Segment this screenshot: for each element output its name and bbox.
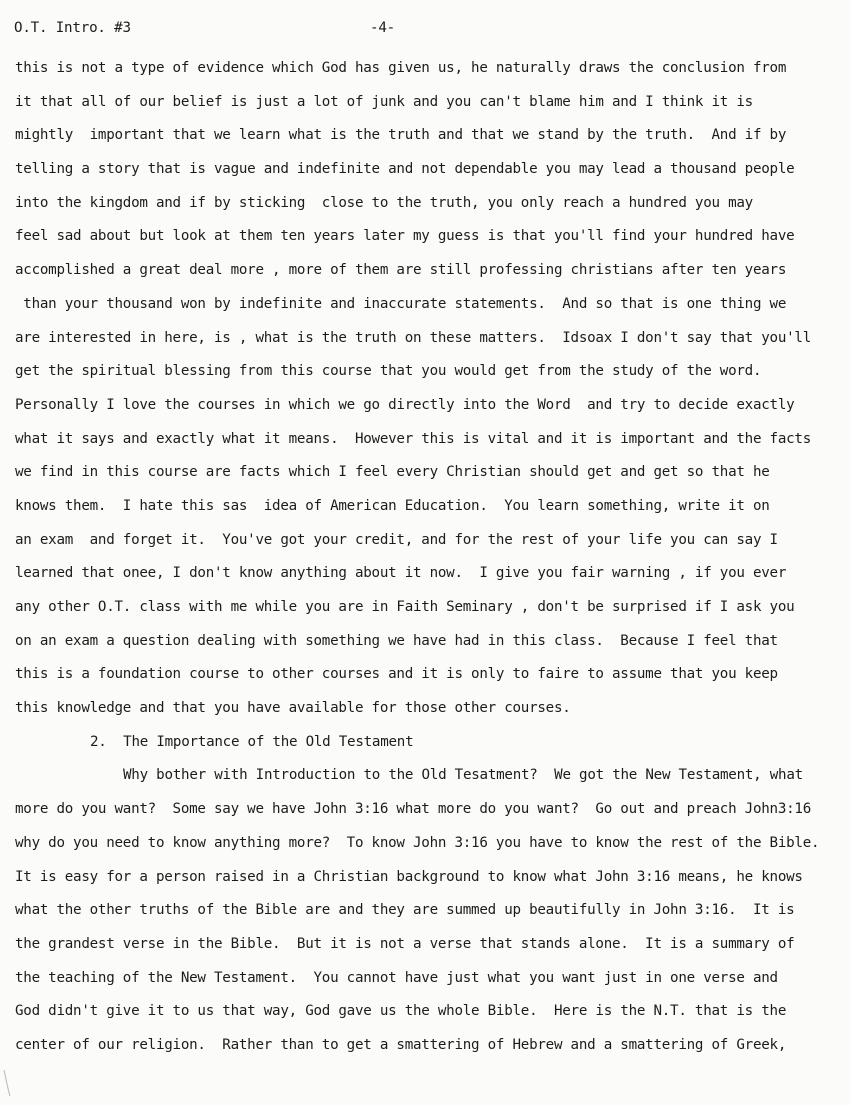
body-line: Personally I love the courses in which we go directly into the Word and try to decide exactly <box>15 396 795 413</box>
section-line: It is easy for a person raised in a Christian background to know what John 3:16 means, he knows <box>15 868 803 885</box>
body-line: feel sad about but look at them ten years later my guess is that you'll find your hundred have <box>15 228 795 245</box>
section-line: more do you want? Some say we have John 3:16 what more do you want? Go out and preach John3:16 <box>15 801 811 818</box>
body-line: it that all of our belief is just a lot of junk and you can't blame him and I think it is <box>15 93 753 110</box>
margin-pencil-mark <box>2 1068 12 1098</box>
section-line: the teaching of the New Testament. You cannot have just what you want just in one verse and <box>15 969 778 986</box>
body-line: knows them. I hate this sas idea of American Education. You learn something, write it on <box>15 497 770 514</box>
section-line: the grandest verse in the Bible. But it is not a verse that stands alone. It is a summary of <box>15 935 795 952</box>
body-line: are interested in here, is , what is the truth on these matters. Idsoax I don't say that you'll <box>15 329 811 346</box>
body-line: mightly important that we learn what is the truth and that we stand by the truth. And if by <box>15 127 787 144</box>
body-line: this knowledge and that you have available for those other courses. <box>15 700 571 717</box>
section-line: Why bother with Introduction to the Old Tesatment? We got the New Testament, what <box>123 767 803 784</box>
document-body <box>15 56 845 1067</box>
body-line: accomplished a great deal more , more of them are still professing christians after ten years <box>15 262 787 279</box>
section-line: center of our religion. Rather than to get a smattering of Hebrew and a smattering of Greek, <box>15 1036 787 1053</box>
body-line: this is a foundation course to other courses and it is only to faire to assume that you keep <box>15 666 778 683</box>
section-line: God didn't give it to us that way, God gave us the whole Bible. Here is the N.T. that is the <box>15 1003 787 1020</box>
section-line: why do you need to know anything more? To know John 3:16 you have to know the rest of the Bible. <box>15 834 820 851</box>
section-heading: 2. The Importance of the Old Testament <box>90 733 414 750</box>
body-line: this is not a type of evidence which God has given us, he naturally draws the conclusion from <box>15 60 787 76</box>
body-line: than your thousand won by indefinite and inaccurate statements. And so that is one thing we <box>15 295 787 312</box>
document-title: O.T. Intro. #3 <box>14 20 131 36</box>
body-line: what it says and exactly what it means. However this is vital and it is important and the facts <box>15 430 811 447</box>
section-line: what the other truths of the Bible are and they are summed up beautifully in John 3:16. It is <box>15 902 795 919</box>
body-line: an exam and forget it. You've got your credit, and for the rest of your life you can say I <box>15 531 778 548</box>
page-number: -4- <box>370 20 396 36</box>
body-line: we find in this course are facts which I feel every Christian should get and get so that he <box>15 464 770 481</box>
body-line: any other O.T. class with me while you are in Faith Seminary , don't be surprised if I ask you <box>15 599 795 615</box>
body-line: into the kingdom and if by sticking close to the truth, you only reach a hundred you may <box>15 194 753 211</box>
body-line: telling a story that is vague and indefinite and not dependable you may lead a thousand people <box>15 161 795 178</box>
body-line: learned that onee, I don't know anything about it now. I give you fair warning , if you ever <box>15 565 787 582</box>
body-line: on an exam a question dealing with something we have had in this class. Because I feel that <box>15 632 778 649</box>
body-line: get the spiritual blessing from this course that you would get from the study of the word. <box>15 363 762 380</box>
page-header <box>14 20 834 42</box>
